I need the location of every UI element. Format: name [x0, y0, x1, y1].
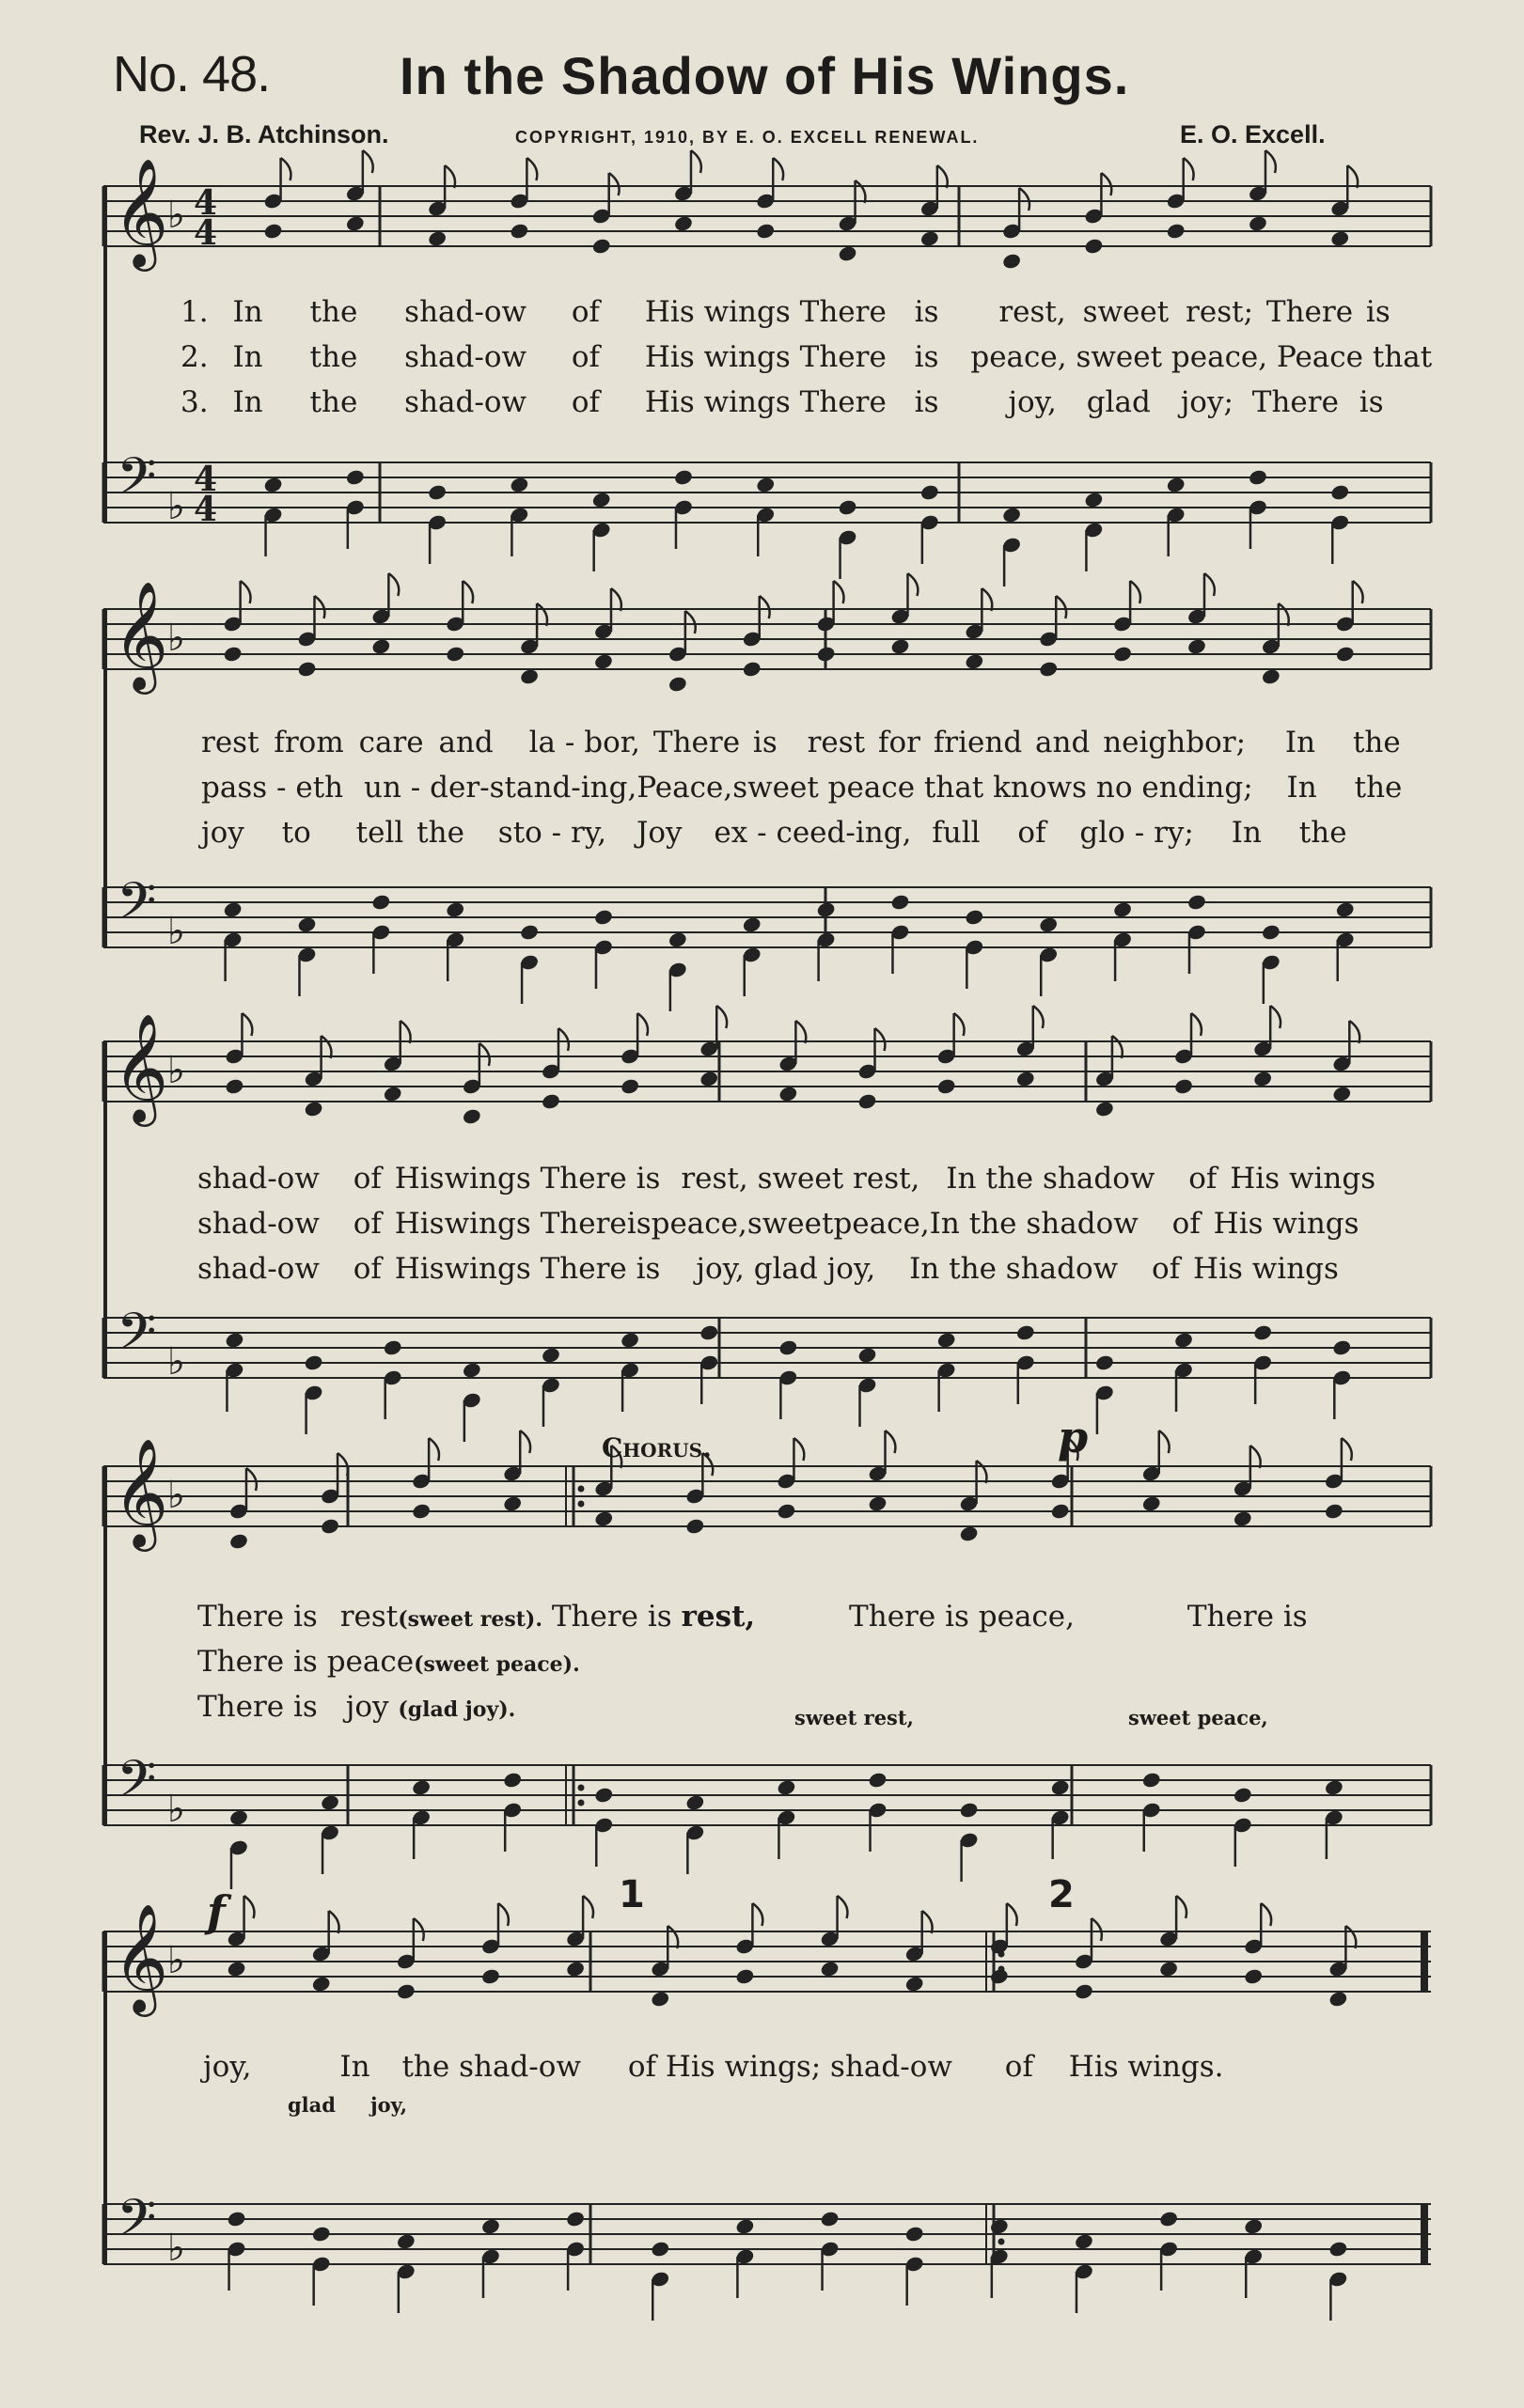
note-flag — [668, 1926, 678, 1948]
tenor-notehead — [345, 468, 366, 486]
tenor-notehead — [411, 1778, 432, 1796]
alto-notehead — [228, 1532, 249, 1550]
tenor-notehead — [593, 1786, 614, 1804]
note-flag — [977, 1461, 987, 1483]
note-flag — [1184, 158, 1194, 180]
tenor-notehead — [263, 476, 284, 493]
alto-notehead — [1094, 1100, 1115, 1118]
note-flag — [954, 1013, 965, 1036]
tenor-notehead — [668, 930, 688, 948]
tenor-notehead — [593, 908, 614, 926]
bass-time-signature: 4 — [194, 490, 218, 529]
bass-clef-icon: 𝄢 — [117, 446, 157, 519]
bass-key-flat-icon: ♭ — [167, 1788, 185, 1831]
treble-clef-icon: 𝄞 — [113, 1437, 169, 1547]
alto-notehead — [462, 1107, 482, 1125]
tenor-notehead — [541, 1346, 561, 1364]
alto-notehead — [919, 229, 940, 247]
forte-dynamic: f — [207, 1886, 226, 1937]
alto-notehead — [699, 1070, 719, 1087]
tenor-notehead — [936, 1331, 957, 1349]
tenor-notehead — [735, 2217, 756, 2235]
bass-word-sweet-peace: sweet peace, — [1128, 1706, 1268, 1729]
note-flag — [685, 611, 696, 633]
verse-1-line: 1. In the shad-ow of His wings There is rest, sweet rest; There is — [181, 295, 1390, 329]
alto-notehead — [838, 244, 858, 262]
tenor-notehead — [1248, 468, 1268, 486]
tenor-notehead — [1166, 476, 1186, 493]
final-line: joy, In the shad-ow of His wings; shad-ow of His wings. — [203, 2050, 1224, 2084]
note-flag — [1130, 581, 1140, 603]
alto-notehead — [735, 1967, 756, 1985]
alto-notehead — [820, 1960, 841, 1978]
treble-clef-icon: 𝄞 — [113, 580, 169, 690]
note-flag — [773, 158, 783, 180]
alto-notehead — [778, 1085, 799, 1102]
alto-notehead — [890, 637, 911, 655]
note-flag — [363, 150, 373, 173]
note-flag — [1204, 573, 1215, 596]
alto-notehead — [620, 1077, 640, 1095]
bass-word-joy: joy, — [370, 2093, 408, 2117]
alto-notehead — [1015, 1070, 1036, 1087]
alto-notehead — [297, 660, 318, 678]
note-flag — [1101, 173, 1111, 195]
tenor-notehead — [857, 1346, 878, 1364]
alto-notehead — [1261, 667, 1281, 685]
repeat-dot — [578, 1785, 585, 1791]
alto-notehead — [502, 1494, 523, 1512]
alto-notehead — [593, 1509, 614, 1527]
bass-key-flat-icon: ♭ — [167, 1340, 185, 1384]
tenor-notehead — [304, 1353, 324, 1371]
tenor-notehead — [228, 1808, 249, 1826]
treble-time-signature: 4 — [194, 213, 218, 253]
note-flag — [414, 1918, 424, 1941]
note-flag — [1092, 1918, 1102, 1941]
note-flag — [338, 1453, 348, 1476]
staff-drawing — [103, 1902, 1431, 2326]
tenor-notehead — [904, 2225, 925, 2243]
tenor-notehead — [480, 2217, 501, 2235]
note-flag — [498, 1903, 509, 1926]
note-flag — [637, 1013, 648, 1036]
note-flag — [1270, 1006, 1280, 1028]
note-flag — [1279, 603, 1289, 626]
alto-notehead — [396, 1982, 416, 2000]
treble-key-flat-icon: ♭ — [167, 617, 185, 660]
note-flag — [1347, 165, 1358, 188]
tenor-notehead — [297, 915, 318, 933]
alto-notehead — [1329, 229, 1350, 247]
tenor-notehead — [519, 923, 540, 941]
note-flag — [537, 603, 547, 626]
first-ending-number: 1 — [619, 1873, 645, 1916]
bass-key-flat-icon: ♭ — [167, 2227, 185, 2270]
alto-notehead — [519, 667, 540, 685]
tenor-notehead — [1233, 1786, 1253, 1804]
tenor-notehead — [502, 1771, 523, 1789]
note-flag — [760, 596, 770, 618]
chorus-label: Chorus. — [602, 1432, 712, 1463]
alto-notehead — [1335, 645, 1356, 663]
tenor-notehead — [777, 1778, 797, 1796]
note-flag — [322, 1036, 332, 1058]
tenor-notehead — [1261, 923, 1281, 941]
alto-notehead — [685, 1517, 706, 1535]
tenor-notehead — [1328, 2240, 1349, 2258]
alto-notehead — [1328, 1990, 1349, 2008]
treble-time-signature: 4 — [194, 183, 218, 223]
music-system-4 — [103, 1412, 1431, 1861]
alto-notehead — [1112, 645, 1133, 663]
note-flag — [937, 165, 948, 188]
treble-clef-icon: 𝄞 — [113, 157, 169, 267]
bass-clef-icon: 𝄢 — [117, 1749, 157, 1822]
note-flag — [838, 1896, 848, 1918]
alto-notehead — [904, 1975, 925, 1993]
repeat-dot — [578, 1486, 585, 1493]
bass-clef-icon: 𝄢 — [117, 1302, 157, 1374]
verse-3-line: shad-ow of Hiswings There is joy, glad joy, In the shadow of His wings — [197, 1252, 1339, 1286]
note-flag — [1112, 1036, 1123, 1058]
alto-notehead — [1158, 1960, 1179, 1978]
alto-notehead — [1243, 1967, 1264, 1985]
note-flag — [982, 588, 992, 611]
alto-notehead — [225, 1077, 245, 1095]
note-flag — [793, 1438, 804, 1461]
tenor-notehead — [620, 1331, 640, 1349]
bass-word-glad: glad — [288, 2093, 336, 2117]
alto-notehead — [480, 1967, 501, 1985]
note-flag — [795, 1021, 806, 1043]
note-flag — [281, 158, 291, 180]
copyright-notice: COPYRIGHT, 1910, BY E. O. EXCELL RENEWAL. — [515, 128, 980, 147]
tenor-notehead — [1186, 893, 1207, 911]
alto-notehead — [383, 1085, 403, 1102]
tenor-notehead — [462, 1361, 482, 1379]
treble-clef-icon: 𝄞 — [113, 1012, 169, 1122]
chorus-line-1: There is rest(sweet rest). There is rest, There is peace, There is — [197, 1600, 1308, 1634]
tenor-notehead — [227, 2210, 247, 2228]
treble-key-flat-icon: ♭ — [167, 1049, 185, 1092]
alto-notehead — [1331, 1085, 1352, 1102]
alto-notehead — [868, 1494, 888, 1512]
music-system-2 — [103, 580, 1431, 1004]
hymn-number: No. 48. — [113, 46, 271, 102]
note-flag — [463, 581, 473, 603]
note-flag — [1176, 1896, 1186, 1918]
alto-notehead — [1248, 214, 1268, 232]
treble-key-flat-icon: ♭ — [167, 1474, 185, 1517]
note-flag — [922, 1911, 933, 1933]
tenor-notehead — [383, 1338, 403, 1356]
note-flag — [1261, 1903, 1271, 1926]
tenor-notehead — [1329, 483, 1350, 501]
music-system-3 — [103, 1012, 1431, 1436]
tenor-notehead — [1050, 1778, 1071, 1796]
note-flag — [1265, 150, 1276, 173]
tenor-notehead — [510, 476, 530, 493]
alto-notehead — [1173, 1077, 1194, 1095]
tenor-notehead — [1158, 2210, 1179, 2228]
tenor-notehead — [965, 908, 985, 926]
alto-notehead — [1001, 252, 1022, 270]
note-flag — [875, 1028, 886, 1051]
alto-notehead — [223, 645, 244, 663]
note-flag — [558, 1028, 569, 1051]
note-flag — [834, 581, 844, 603]
tenor-notehead — [1084, 491, 1105, 508]
bass-time-signature: 4 — [194, 460, 218, 499]
note-flag — [242, 1013, 252, 1036]
note-flag — [246, 1468, 257, 1491]
tenor-notehead — [989, 2217, 1010, 2235]
tenor-notehead — [1252, 1323, 1273, 1341]
music-system-5 — [103, 1873, 1431, 2326]
note-flag — [611, 588, 621, 611]
bass-key-flat-icon: ♭ — [167, 910, 185, 953]
verse-1-line: shad-ow of Hiswings There is rest, sweet rest, In the shadow of His wings — [197, 1162, 1376, 1196]
tenor-notehead — [650, 2240, 670, 2258]
author-credit: Rev. J. B. Atchinson. — [139, 120, 389, 149]
alto-notehead — [1038, 660, 1059, 678]
tenor-notehead — [320, 1793, 340, 1811]
staff-drawing — [103, 157, 1431, 573]
tenor-notehead — [371, 893, 392, 911]
repeat-dot — [998, 2239, 1005, 2245]
verse-2-line: shad-ow of Hiswings Thereispeace,sweetpeace,In the shadow of His wings — [197, 1207, 1359, 1241]
alto-notehead — [565, 1960, 586, 1978]
note-flag — [691, 150, 701, 173]
alto-notehead — [1166, 222, 1186, 240]
note-flag — [1250, 1446, 1261, 1468]
alto-notehead — [445, 645, 465, 663]
composer-credit: E. O. Excell. — [1180, 120, 1326, 149]
alto-notehead — [1141, 1494, 1162, 1512]
note-flag — [716, 1006, 727, 1028]
tenor-notehead — [225, 1331, 245, 1349]
tenor-notehead — [755, 476, 776, 493]
alto-notehead — [650, 1990, 670, 2008]
verse-2-line: pass - eth un - der-stand-ing,Peace,sweet peace that knows no ending; In the — [201, 771, 1403, 805]
alto-notehead — [227, 1960, 247, 1978]
alto-notehead — [320, 1517, 340, 1535]
alto-notehead — [311, 1975, 332, 1993]
alto-notehead — [345, 214, 366, 232]
alto-notehead — [755, 222, 776, 240]
alto-notehead — [1050, 1502, 1071, 1520]
alto-notehead — [857, 1092, 878, 1110]
note-flag — [526, 158, 537, 180]
chorus-line-2: There is peace(sweet peace). — [197, 1645, 580, 1679]
verse-1-line: rest from care and la - bor, There is rest for friend and neighbor; In the — [201, 726, 1401, 759]
verse-2-line: 2. In the shad-ow of His wings There is peace, sweet peace, Peace that — [181, 340, 1433, 374]
bass-key-flat-icon: ♭ — [167, 485, 185, 528]
alto-notehead — [411, 1502, 432, 1520]
alto-notehead — [304, 1100, 324, 1118]
alto-notehead — [673, 214, 694, 232]
tenor-notehead — [1335, 900, 1356, 918]
tenor-notehead — [1141, 1771, 1162, 1789]
alto-notehead — [591, 237, 612, 255]
alto-notehead — [1074, 1982, 1094, 2000]
note-flag — [1019, 188, 1029, 211]
tenor-notehead — [1074, 2232, 1094, 2250]
note-flag — [388, 573, 399, 596]
note-flag — [1349, 1021, 1359, 1043]
bass-clef-icon: 𝄢 — [117, 2188, 157, 2260]
note-flag — [401, 1021, 411, 1043]
note-flag — [445, 165, 455, 188]
tenor-notehead — [1324, 1778, 1344, 1796]
note-flag — [907, 573, 918, 596]
tenor-notehead — [1038, 915, 1059, 933]
tenor-notehead — [565, 2210, 586, 2228]
bass-word-sweet-rest: sweet rest, — [794, 1706, 914, 1729]
tenor-notehead — [778, 1338, 799, 1356]
tenor-notehead — [1243, 2217, 1264, 2235]
alto-notehead — [742, 660, 762, 678]
tenor-notehead — [591, 491, 612, 508]
tenor-notehead — [223, 900, 244, 918]
music-system-1 — [103, 157, 1433, 573]
tenor-notehead — [742, 915, 762, 933]
tenor-notehead — [1094, 1353, 1115, 1371]
tenor-notehead — [673, 468, 694, 486]
alto-notehead — [1233, 1509, 1253, 1527]
chorus-line-3: There is joy (glad joy). — [197, 1690, 516, 1724]
alto-notehead — [668, 675, 688, 693]
note-flag — [429, 1438, 439, 1461]
note-flag — [479, 1043, 490, 1066]
tenor-notehead — [838, 498, 858, 516]
treble-key-flat-icon: ♭ — [167, 1939, 185, 1982]
note-flag — [1007, 1903, 1017, 1926]
tenor-notehead — [311, 2225, 332, 2243]
repeat-dot — [578, 1800, 585, 1806]
tenor-notehead — [699, 1323, 719, 1341]
tenor-notehead — [1173, 1331, 1194, 1349]
tenor-notehead — [1001, 506, 1022, 524]
alto-notehead — [965, 652, 985, 670]
tenor-notehead — [685, 1793, 706, 1811]
note-flag — [1191, 1013, 1202, 1036]
alto-notehead — [1186, 637, 1207, 655]
tenor-notehead — [1015, 1323, 1036, 1341]
tenor-notehead — [820, 2210, 841, 2228]
tenor-notehead — [396, 2232, 416, 2250]
alto-notehead — [541, 1092, 561, 1110]
note-flag — [244, 1896, 255, 1918]
tenor-notehead — [816, 900, 837, 918]
note-flag — [1033, 1006, 1044, 1028]
note-flag — [856, 180, 866, 203]
bass-clef-icon: 𝄢 — [117, 871, 157, 944]
treble-key-flat-icon: ♭ — [167, 194, 185, 237]
note-flag — [752, 1903, 762, 1926]
note-flag — [609, 173, 620, 195]
alto-notehead — [1084, 237, 1105, 255]
tenor-notehead — [868, 1771, 888, 1789]
tenor-notehead — [427, 483, 448, 501]
note-flag — [329, 1911, 339, 1933]
alto-notehead — [427, 229, 448, 247]
tenor-notehead — [919, 483, 940, 501]
note-flag — [1056, 596, 1066, 618]
alto-notehead — [1324, 1502, 1344, 1520]
alto-notehead — [510, 222, 530, 240]
note-flag — [1345, 1926, 1356, 1948]
alto-notehead — [371, 637, 392, 655]
note-flag — [1353, 581, 1363, 603]
hymn-title: In the Shadow of His Wings. — [400, 46, 1130, 105]
alto-notehead — [263, 222, 284, 240]
alto-notehead — [936, 1077, 957, 1095]
alto-notehead — [989, 1967, 1010, 1985]
alto-notehead — [959, 1525, 980, 1542]
alto-notehead — [1252, 1070, 1273, 1087]
piano-dynamic: p — [1058, 1412, 1089, 1462]
second-ending-number: 2 — [1048, 1873, 1075, 1916]
tenor-notehead — [959, 1801, 980, 1819]
note-flag — [1342, 1438, 1352, 1461]
tenor-notehead — [890, 893, 911, 911]
tenor-notehead — [1331, 1338, 1352, 1356]
verse-3-line: joy to tell the sto - ry, Joy ex - ceed-ing, full of glo - ry; In the — [201, 816, 1347, 850]
alto-notehead — [777, 1502, 797, 1520]
verse-3-line: 3. In the shad-ow of His wings There is joy, glad joy; There is — [181, 385, 1384, 419]
alto-notehead — [593, 652, 614, 670]
treble-clef-icon: 𝄞 — [113, 1902, 169, 2012]
staff-drawing — [103, 580, 1431, 1004]
note-flag — [241, 581, 251, 603]
tenor-notehead — [445, 900, 465, 918]
alto-notehead — [816, 645, 837, 663]
repeat-dot — [578, 1501, 585, 1508]
note-flag — [314, 596, 324, 618]
tenor-notehead — [1112, 900, 1133, 918]
note-flag — [583, 1896, 593, 1918]
